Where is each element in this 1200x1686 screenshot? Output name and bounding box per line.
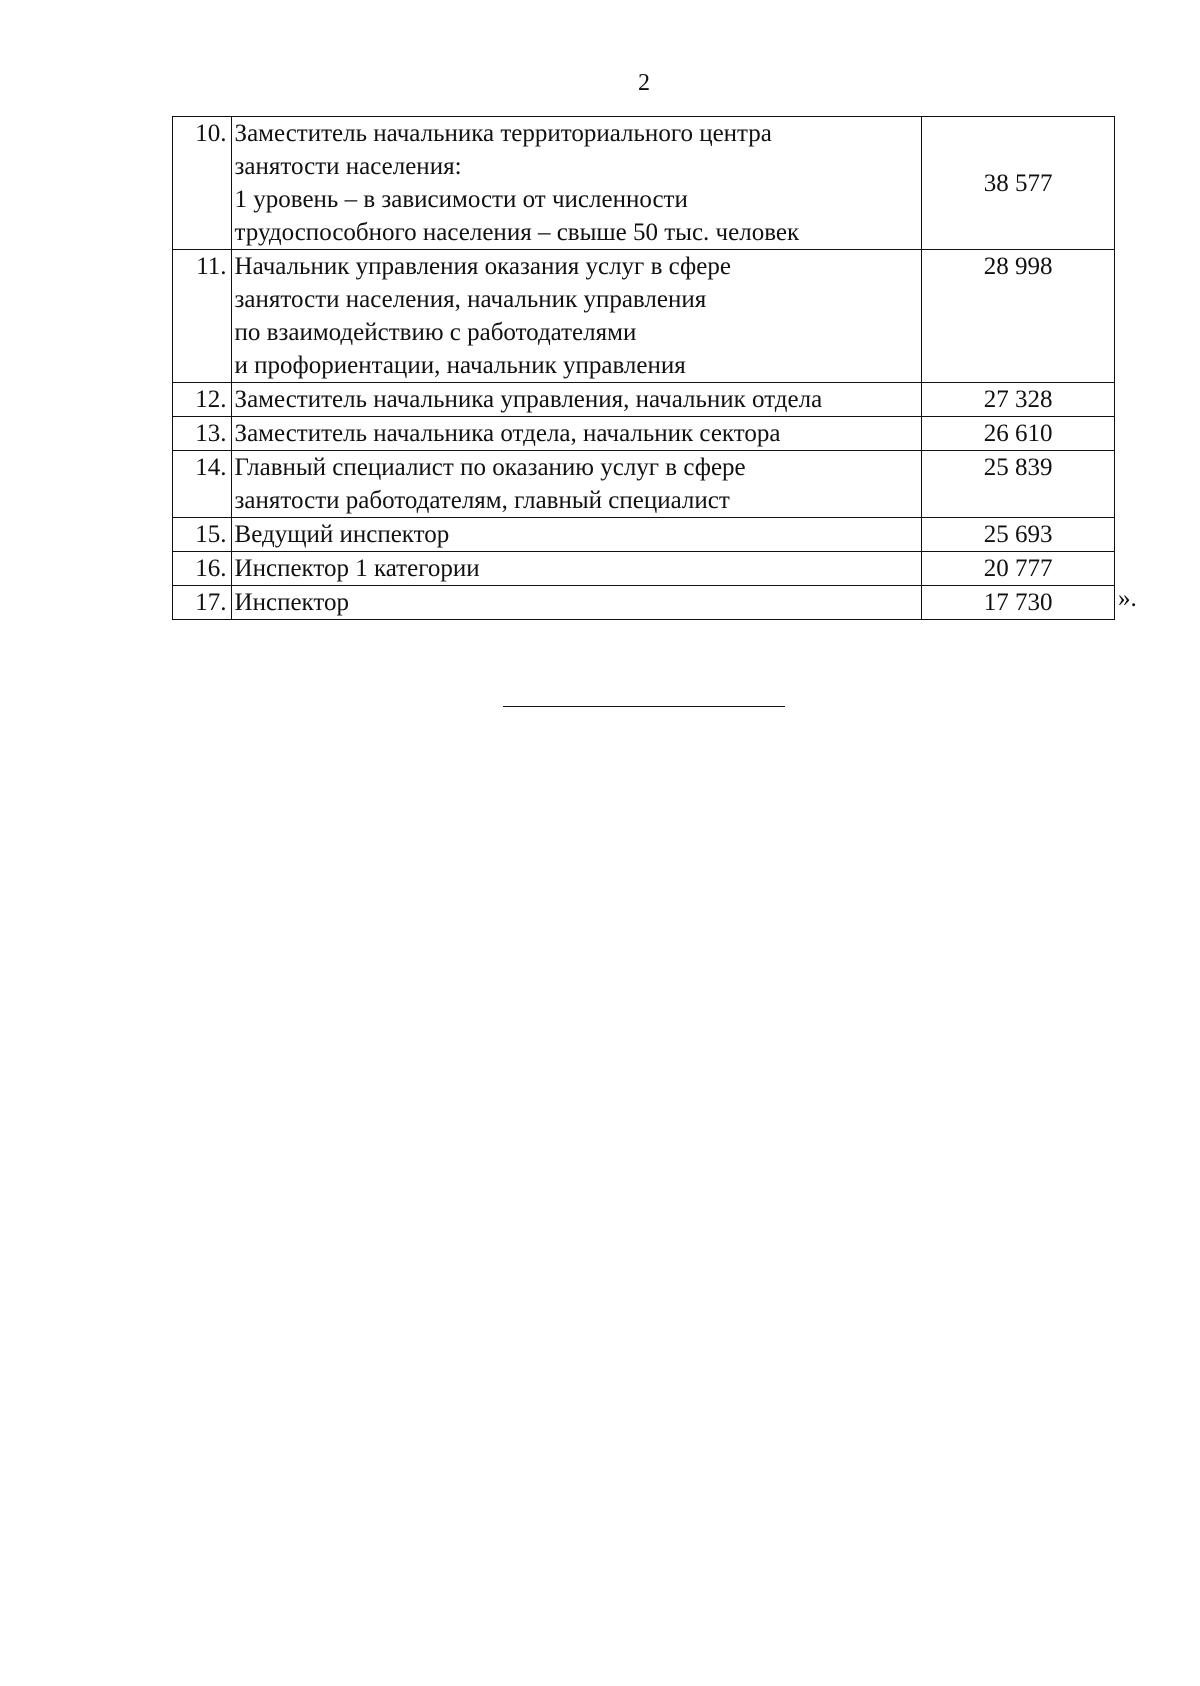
position-title: [231, 451, 922, 518]
position-title-line: 1 уровень – в зависимости от численности: [234, 186, 688, 213]
closing-quote: ».: [1118, 585, 1137, 612]
table-row: [173, 586, 1115, 620]
end-of-document-rule: [503, 706, 785, 707]
salary-amount: 26 610: [922, 417, 1115, 451]
row-number: 16.: [173, 552, 232, 586]
salary-table: [172, 116, 1115, 620]
position-title-line: занятости работодателям, главный специалист: [234, 487, 730, 514]
position-title-line: и профориентации, начальник управления: [234, 352, 686, 379]
position-title-line: занятости населения:: [234, 153, 462, 180]
table-row: [173, 117, 1115, 250]
position-title: [231, 417, 922, 451]
position-title: [231, 518, 922, 552]
position-title-line: Ведущий инспектор: [234, 521, 450, 548]
row-number: 13.: [173, 417, 232, 451]
row-number: 11.: [173, 250, 232, 383]
row-number: 15.: [173, 518, 232, 552]
row-number: 17.: [173, 586, 232, 620]
position-title-line: Главный специалист по оказанию услуг в сфере: [234, 454, 746, 481]
salary-amount: 27 328: [922, 383, 1115, 417]
salary-amount: 38 577: [922, 117, 1115, 250]
position-title: [231, 586, 922, 620]
position-title-line: по взаимодействию с работодателями: [234, 319, 637, 346]
position-title-line: занятости населения, начальник управления: [234, 286, 707, 313]
salary-amount: 25 839: [922, 451, 1115, 518]
row-number: 12.: [173, 383, 232, 417]
row-number: 14.: [173, 451, 232, 518]
row-number: 10.: [173, 117, 232, 250]
position-title: [231, 250, 922, 383]
table-row: [173, 417, 1115, 451]
position-title-line: Начальник управления оказания услуг в сфере: [234, 253, 731, 280]
position-title: [231, 383, 922, 417]
position-title-line: Инспектор: [234, 589, 349, 616]
position-title: [231, 117, 922, 250]
table-row: [173, 552, 1115, 586]
page-number: 2: [638, 70, 650, 96]
table-row: [173, 451, 1115, 518]
position-title-line: Инспектор 1 категории: [234, 555, 480, 582]
salary-amount: 17 730: [922, 586, 1115, 620]
table-row: [173, 383, 1115, 417]
salary-amount: 20 777: [922, 552, 1115, 586]
position-title-line: Заместитель начальника территориального центра: [234, 120, 772, 147]
position-title-line: Заместитель начальника отдела, начальник сектора: [234, 420, 781, 447]
position-title: [231, 552, 922, 586]
position-title-line: трудоспособного населения – свыше 50 тыс. человек: [234, 219, 800, 246]
position-title-line: Заместитель начальника управления, начальник отдела: [234, 386, 823, 413]
salary-amount: 25 693: [922, 518, 1115, 552]
table-row: [173, 250, 1115, 383]
salary-amount: 28 998: [922, 250, 1115, 383]
table-row: [173, 518, 1115, 552]
